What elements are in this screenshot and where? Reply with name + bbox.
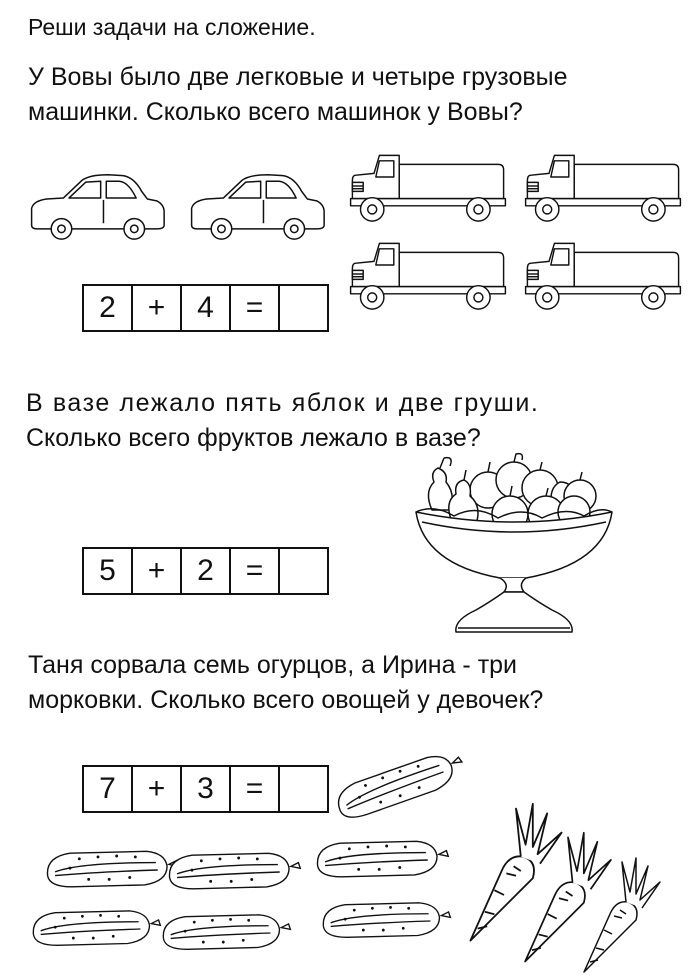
eq1-plus: + [133,286,182,330]
eq1-number-a: 2 [84,286,133,330]
eq3-number-b: 3 [182,767,231,811]
eq1-number-b: 4 [182,286,231,330]
equation-1 [82,284,329,332]
cucumber-3 [164,848,304,896]
problem-2-line-1: В вазе лежало пять яблок и две груши. [26,389,540,417]
problem-3-text [28,648,543,718]
eq1-equals: = [231,286,280,330]
worksheet-title: Реши задачи на сложение. [28,14,316,40]
problem-3-line-2: морковки. Сколько всего овощей у девочек? [28,686,544,714]
truck-4 [520,238,686,310]
eq3-plus: + [133,767,182,811]
truck-1 [345,150,511,222]
cucumber-6 [158,910,294,956]
problem-2-line-2: Сколько всего фруктов лежало в вазе? [26,424,481,452]
cucumber-7 [318,898,454,944]
cucumber-4 [312,836,452,884]
problem-1-text [28,60,568,130]
equation-2 [82,547,329,595]
eq3-answer-box[interactable] [280,767,327,811]
fruit-bowl-icon [414,452,614,638]
carrot-3 [574,852,670,976]
eq2-plus: + [133,549,182,593]
cucumber-2 [42,846,182,894]
equation-3 [82,765,329,813]
cucumber-5 [28,906,164,952]
eq3-number-a: 7 [84,767,133,811]
truck-3 [345,238,511,310]
problem-3-line-1: Таня сорвала семь огурцов, а Ирина - три [28,651,518,679]
cucumber-1 [326,742,474,831]
eq2-number-b: 2 [182,549,231,593]
truck-2 [520,150,686,222]
passenger-car-1 [26,168,166,243]
eq3-equals: = [231,767,280,811]
problem-1-line-1: У Вовы было две легковые и четыре грузовые [28,63,568,91]
eq2-number-a: 5 [84,549,133,593]
eq2-answer-box[interactable] [280,549,327,593]
eq2-equals: = [231,549,280,593]
eq1-answer-box[interactable] [280,286,327,330]
problem-2-text [26,386,539,456]
problem-1-line-2: машинки. Сколько всего машинок у Вовы? [28,98,523,126]
passenger-car-2 [186,168,326,243]
